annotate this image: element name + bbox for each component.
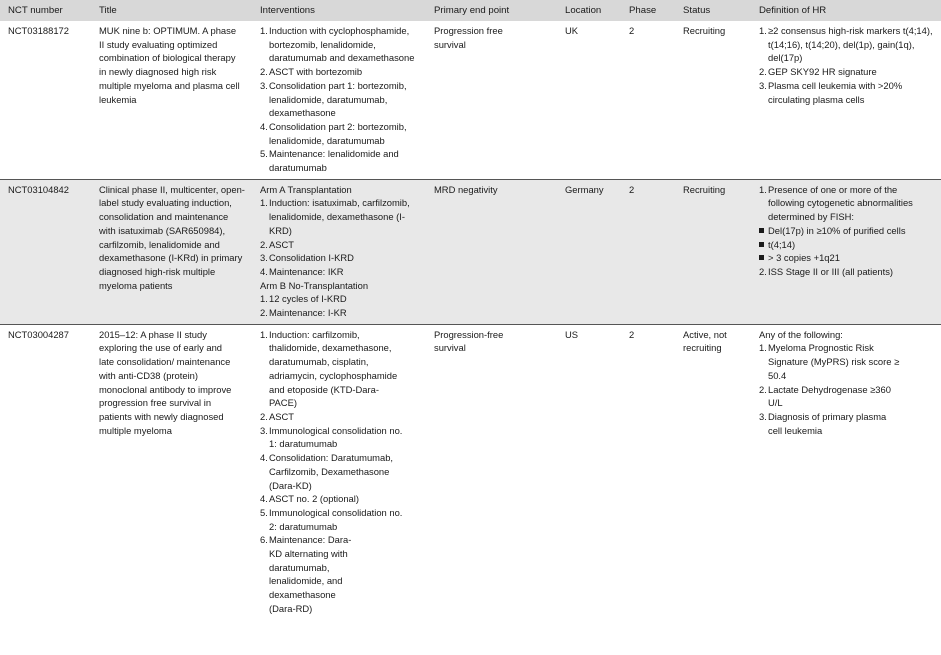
cell-endpoint: MRD negativity [426, 179, 557, 324]
cell-definition: Any of the following: 1.Myeloma Prognostic Risk Signature (MyPRS) risk score ≥ 50.4 2.Lactate Dehydrogenase ≥360 U/L 3.Diagnosis of primary plasma cell leukemia [751, 324, 941, 619]
header-endpoint: Primary end point [426, 0, 557, 21]
cell-interventions: Arm A Transplantation 1.Induction: isatuximab, carfilzomib, lenalidomide, dexamethasone (I-KRD) 2.ASCT 3.Consolidation I-KRD 4.Maintenance: IKR Arm B No-Transplantation 1.12 cycles of I-KRD 2.Maintenance: I-KR [252, 179, 426, 324]
cell-interventions: 1.Induction: carfilzomib, thalidomide, dexamethasone, daratumumab, cisplatin, adriamycin, cyclophosphamide and etoposide (KTD-Dara-PACE) 2.ASCT 3.Immunological consolidation no. 1: daratumumab 4.Consolidation: Daratumumab, Carfilzomib, Dexamethasone (Dara-KD) 4.ASCT no. 2 (optional) 5.Immunological consolidation no. 2: daratumumab 6.Maintenance: Dara-KD alternating with daratumumab, lenalidomide, and dexamethasone (Dara-RD) [252, 324, 426, 619]
cell-definition: 1.≥2 consensus high-risk markers t(4;14), t(14;16), t(14;20), del(1p), gain(1q), del(17p) 2.GEP SKY92 HR signature 3.Plasma cell leukemia with >20% circulating plasma cells [759, 25, 933, 105]
cell-nct: NCT03188172 [8, 25, 69, 36]
cell-nct: NCT03104842 [0, 179, 91, 324]
cell-phase: 2 [629, 25, 635, 36]
header-title: Title [91, 0, 252, 21]
cell-phase: 2 [621, 179, 675, 324]
cell-status: Active, not recruiting [675, 324, 751, 619]
table-row [0, 179, 941, 324]
cell-endpoint: Progression-free survival [426, 324, 557, 619]
cell-title: MUK nine b: OPTIMUM. A phase II study evaluating optimized combination of biological therapy in newly diagnosed high risk multiple myeloma and plasma cell leukemia [99, 25, 240, 105]
header-phase: Phase [621, 0, 675, 21]
cell-definition: 1.Presence of one or more of the following cytogenetic abnormalities determined by FISH: Del(17p) in ≥10% of purified cells t(4;14) > 3 copies +1q21 2.ISS Stage II or III (all patients) [751, 179, 941, 324]
header-definition: Definition of HR [751, 0, 941, 21]
cell-nct: NCT03004287 [0, 324, 91, 619]
table-row [0, 324, 941, 619]
arm-a-heading: Arm A Transplantation [260, 183, 352, 195]
cell-title: Clinical phase II, multicenter, open-label study evaluating induction, consolidation and maintenance with isatuximab (SAR650984), carfilzomib, lenalidomide and dexamethasone (I-KRd) in primary diagnosed high-risk multiple myeloma patients [91, 179, 252, 324]
header-interventions: Interventions [252, 0, 426, 21]
bullet-icon [759, 228, 764, 233]
cell-location: UK [565, 25, 579, 36]
arm-b-heading: Arm B No-Transplantation [260, 279, 369, 291]
header-status: Status [675, 0, 751, 21]
cell-title: 2015–12: A phase II study exploring the use of early and late consolidation/ maintenance with anti-CD38 (protein) monoclonal antibody to improve progression free survival in patients with newly diagnosed multiple myeloma [91, 324, 252, 619]
cell-location: Germany [557, 179, 621, 324]
bullet-icon [759, 242, 764, 247]
header-row [0, 0, 941, 21]
cell-interventions: 1.Induction with cyclophosphamide, bortezomib, lenalidomide, daratumumab and dexamethasone 2.ASCT with bortezomib 3.Consolidation part 1: bortezomib, lenalidomide, daratumumab, dexamethasone 4.Consolidation part 2: bortezomib, lenalidomide, daratumumab 5.Maintenance: lenalidomide and daratumumab [260, 25, 415, 174]
definition-intro: Any of the following: [759, 328, 843, 340]
cell-status: Recruiting [683, 25, 726, 36]
bullet-icon [759, 255, 764, 260]
header-nct: NCT number [0, 0, 91, 21]
cell-status: Recruiting [675, 179, 751, 324]
cell-location: US [557, 324, 621, 619]
cell-endpoint: Progression free survival [434, 25, 503, 50]
cell-phase: 2 [621, 324, 675, 619]
table-row [0, 21, 941, 179]
header-location: Location [557, 0, 621, 21]
